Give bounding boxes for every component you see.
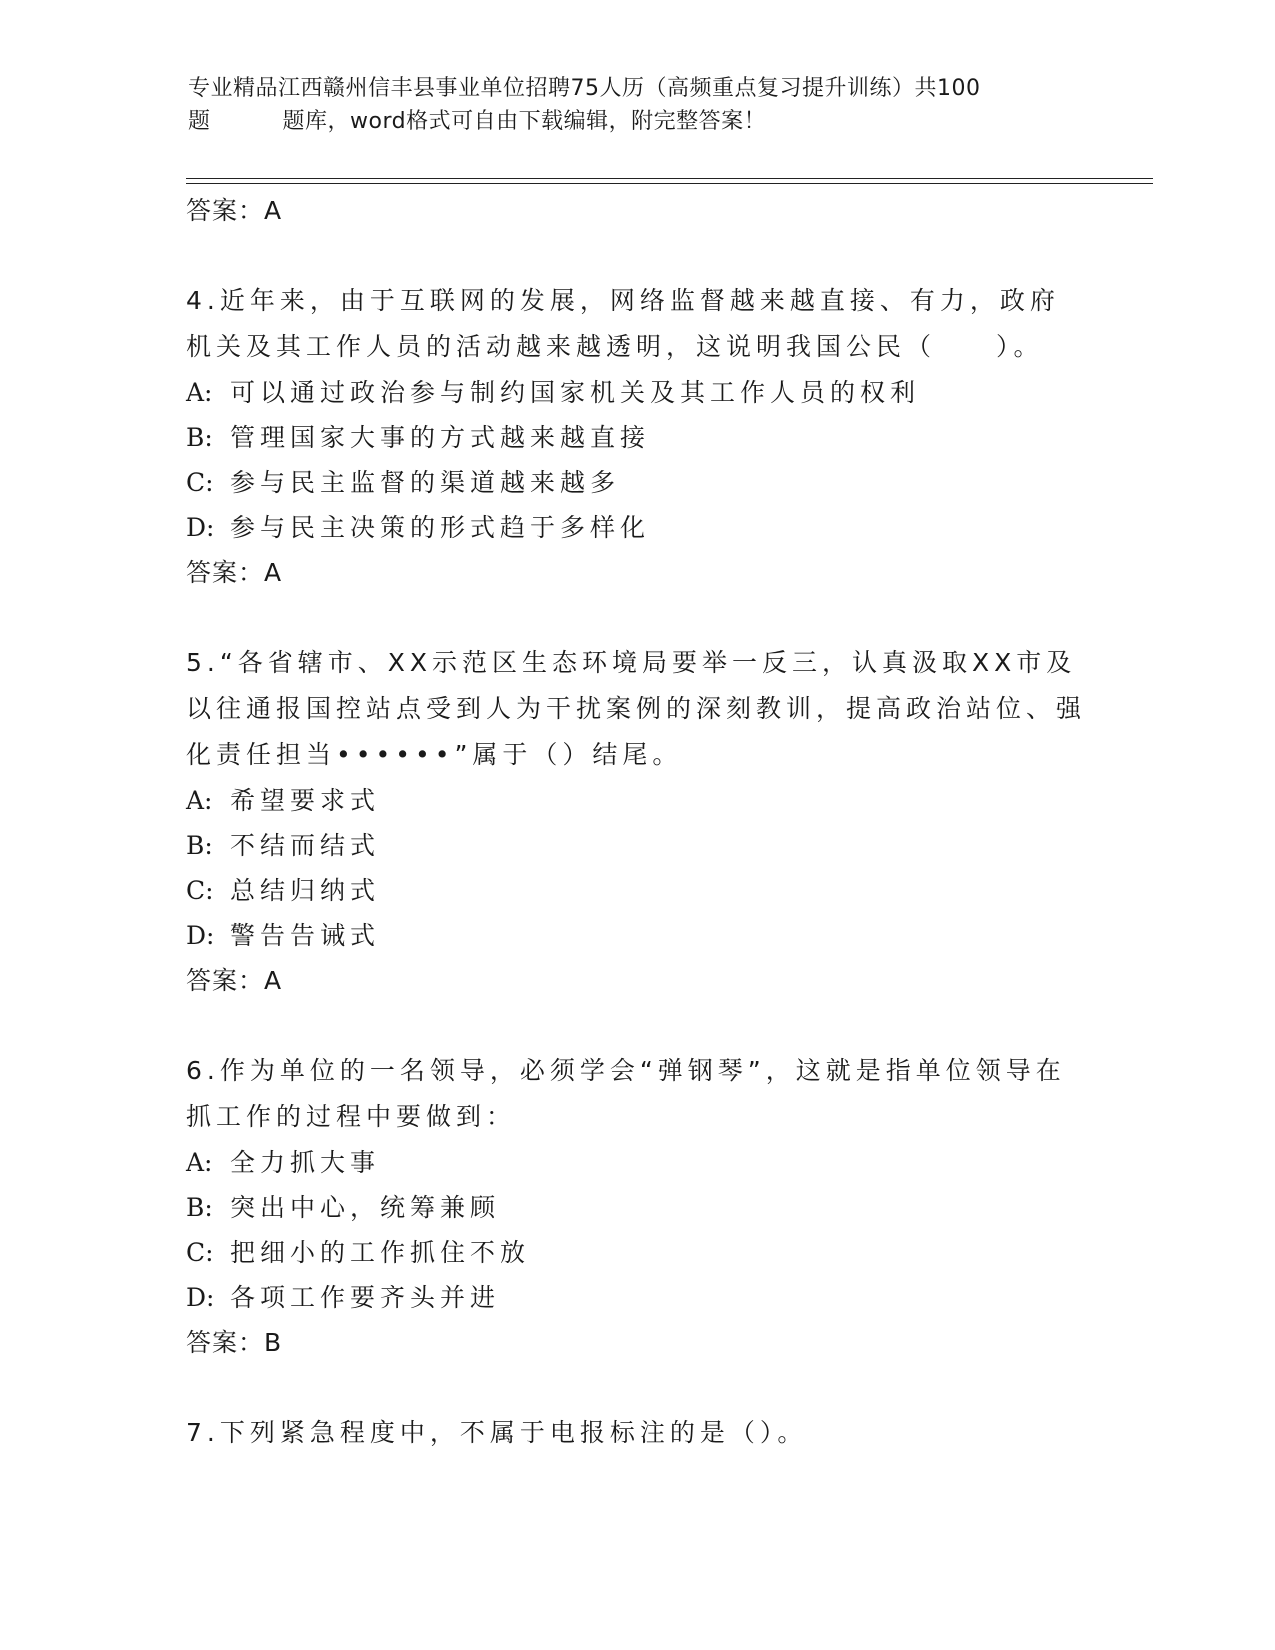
header-line-2 bbox=[188, 105, 1088, 138]
option-text: 管理国家大事的方式越来越直接 bbox=[230, 423, 651, 452]
option-d bbox=[186, 1275, 1086, 1320]
option-key: D: bbox=[186, 1283, 215, 1312]
option-b bbox=[186, 1185, 1086, 1230]
option-b bbox=[186, 823, 1086, 868]
option-key: C: bbox=[186, 1238, 214, 1267]
header-divider-top bbox=[186, 178, 1153, 179]
option-b bbox=[186, 415, 1086, 460]
question-item bbox=[186, 1410, 1086, 1456]
header-line-2-left: 题 bbox=[188, 109, 211, 134]
question-item bbox=[186, 640, 1086, 1004]
option-text: 参与民主监督的渠道越来越多 bbox=[230, 468, 621, 497]
option-text: 警告告诫式 bbox=[230, 921, 381, 950]
option-text: 各项工作要齐头并进 bbox=[230, 1283, 501, 1312]
option-text: 全力抓大事 bbox=[230, 1148, 381, 1177]
option-key: D: bbox=[186, 513, 215, 542]
option-text: 不结而结式 bbox=[230, 831, 381, 860]
option-d bbox=[186, 913, 1086, 958]
header-line-2-right: 题库，word格式可自由下载编辑，附完整答案！ bbox=[282, 109, 767, 134]
option-text: 突出中心，统筹兼顾 bbox=[230, 1193, 501, 1222]
option-d bbox=[186, 505, 1086, 550]
option-a bbox=[186, 1140, 1086, 1185]
question-stem: 6.作为单位的一名领导，必须学会“弹钢琴”，这就是指单位领导在抓工作的过程中要做到： bbox=[186, 1056, 1066, 1131]
option-key: B: bbox=[186, 423, 213, 452]
document-header bbox=[188, 72, 1088, 138]
option-key: A: bbox=[186, 378, 213, 407]
answer-line: 答案：B bbox=[186, 1328, 283, 1357]
question-item bbox=[186, 278, 1086, 596]
option-text: 把细小的工作抓住不放 bbox=[230, 1238, 531, 1267]
option-text: 参与民主决策的形式趋于多样化 bbox=[230, 513, 651, 542]
option-a bbox=[186, 778, 1086, 823]
option-text: 可以通过政治参与制约国家机关及其工作人员的权利 bbox=[230, 378, 921, 407]
option-key: D: bbox=[186, 921, 215, 950]
option-key: A: bbox=[186, 1148, 213, 1177]
option-key: C: bbox=[186, 468, 214, 497]
header-line-1: 专业精品江西赣州信丰县事业单位招聘75人历（高频重点复习提升训练）共100 bbox=[188, 76, 981, 101]
option-text: 总结归纳式 bbox=[230, 876, 381, 905]
question-item bbox=[186, 1048, 1086, 1366]
option-c bbox=[186, 868, 1086, 913]
option-key: C: bbox=[186, 876, 214, 905]
header-divider-bottom bbox=[186, 183, 1153, 184]
question-stem: 5.“各省辖市、XX示范区生态环境局要举一反三，认真汲取XX市及以往通报国控站点受到人为干扰案例的深刻教训，提高政治站位、强化责任担当••••••”属于（）结尾。 bbox=[186, 648, 1087, 769]
option-key: B: bbox=[186, 831, 213, 860]
option-c bbox=[186, 460, 1086, 505]
answer-line: 答案：A bbox=[186, 966, 283, 995]
question-stem: 4.近年来，由于互联网的发展，网络监督越来越直接、有力，政府机关及其工作人员的活动越来越透明，这说明我国公民（ ）。 bbox=[186, 286, 1060, 361]
option-c bbox=[186, 1230, 1086, 1275]
question-stem: 7.下列紧急程度中，不属于电报标注的是（）。 bbox=[186, 1418, 808, 1447]
option-text: 希望要求式 bbox=[230, 786, 381, 815]
option-key: B: bbox=[186, 1193, 213, 1222]
question-list bbox=[186, 188, 1086, 1456]
option-key: A: bbox=[186, 786, 213, 815]
option-a bbox=[186, 370, 1086, 415]
answer-line: 答案：A bbox=[186, 558, 283, 587]
answer-line: 答案：A bbox=[186, 196, 283, 225]
